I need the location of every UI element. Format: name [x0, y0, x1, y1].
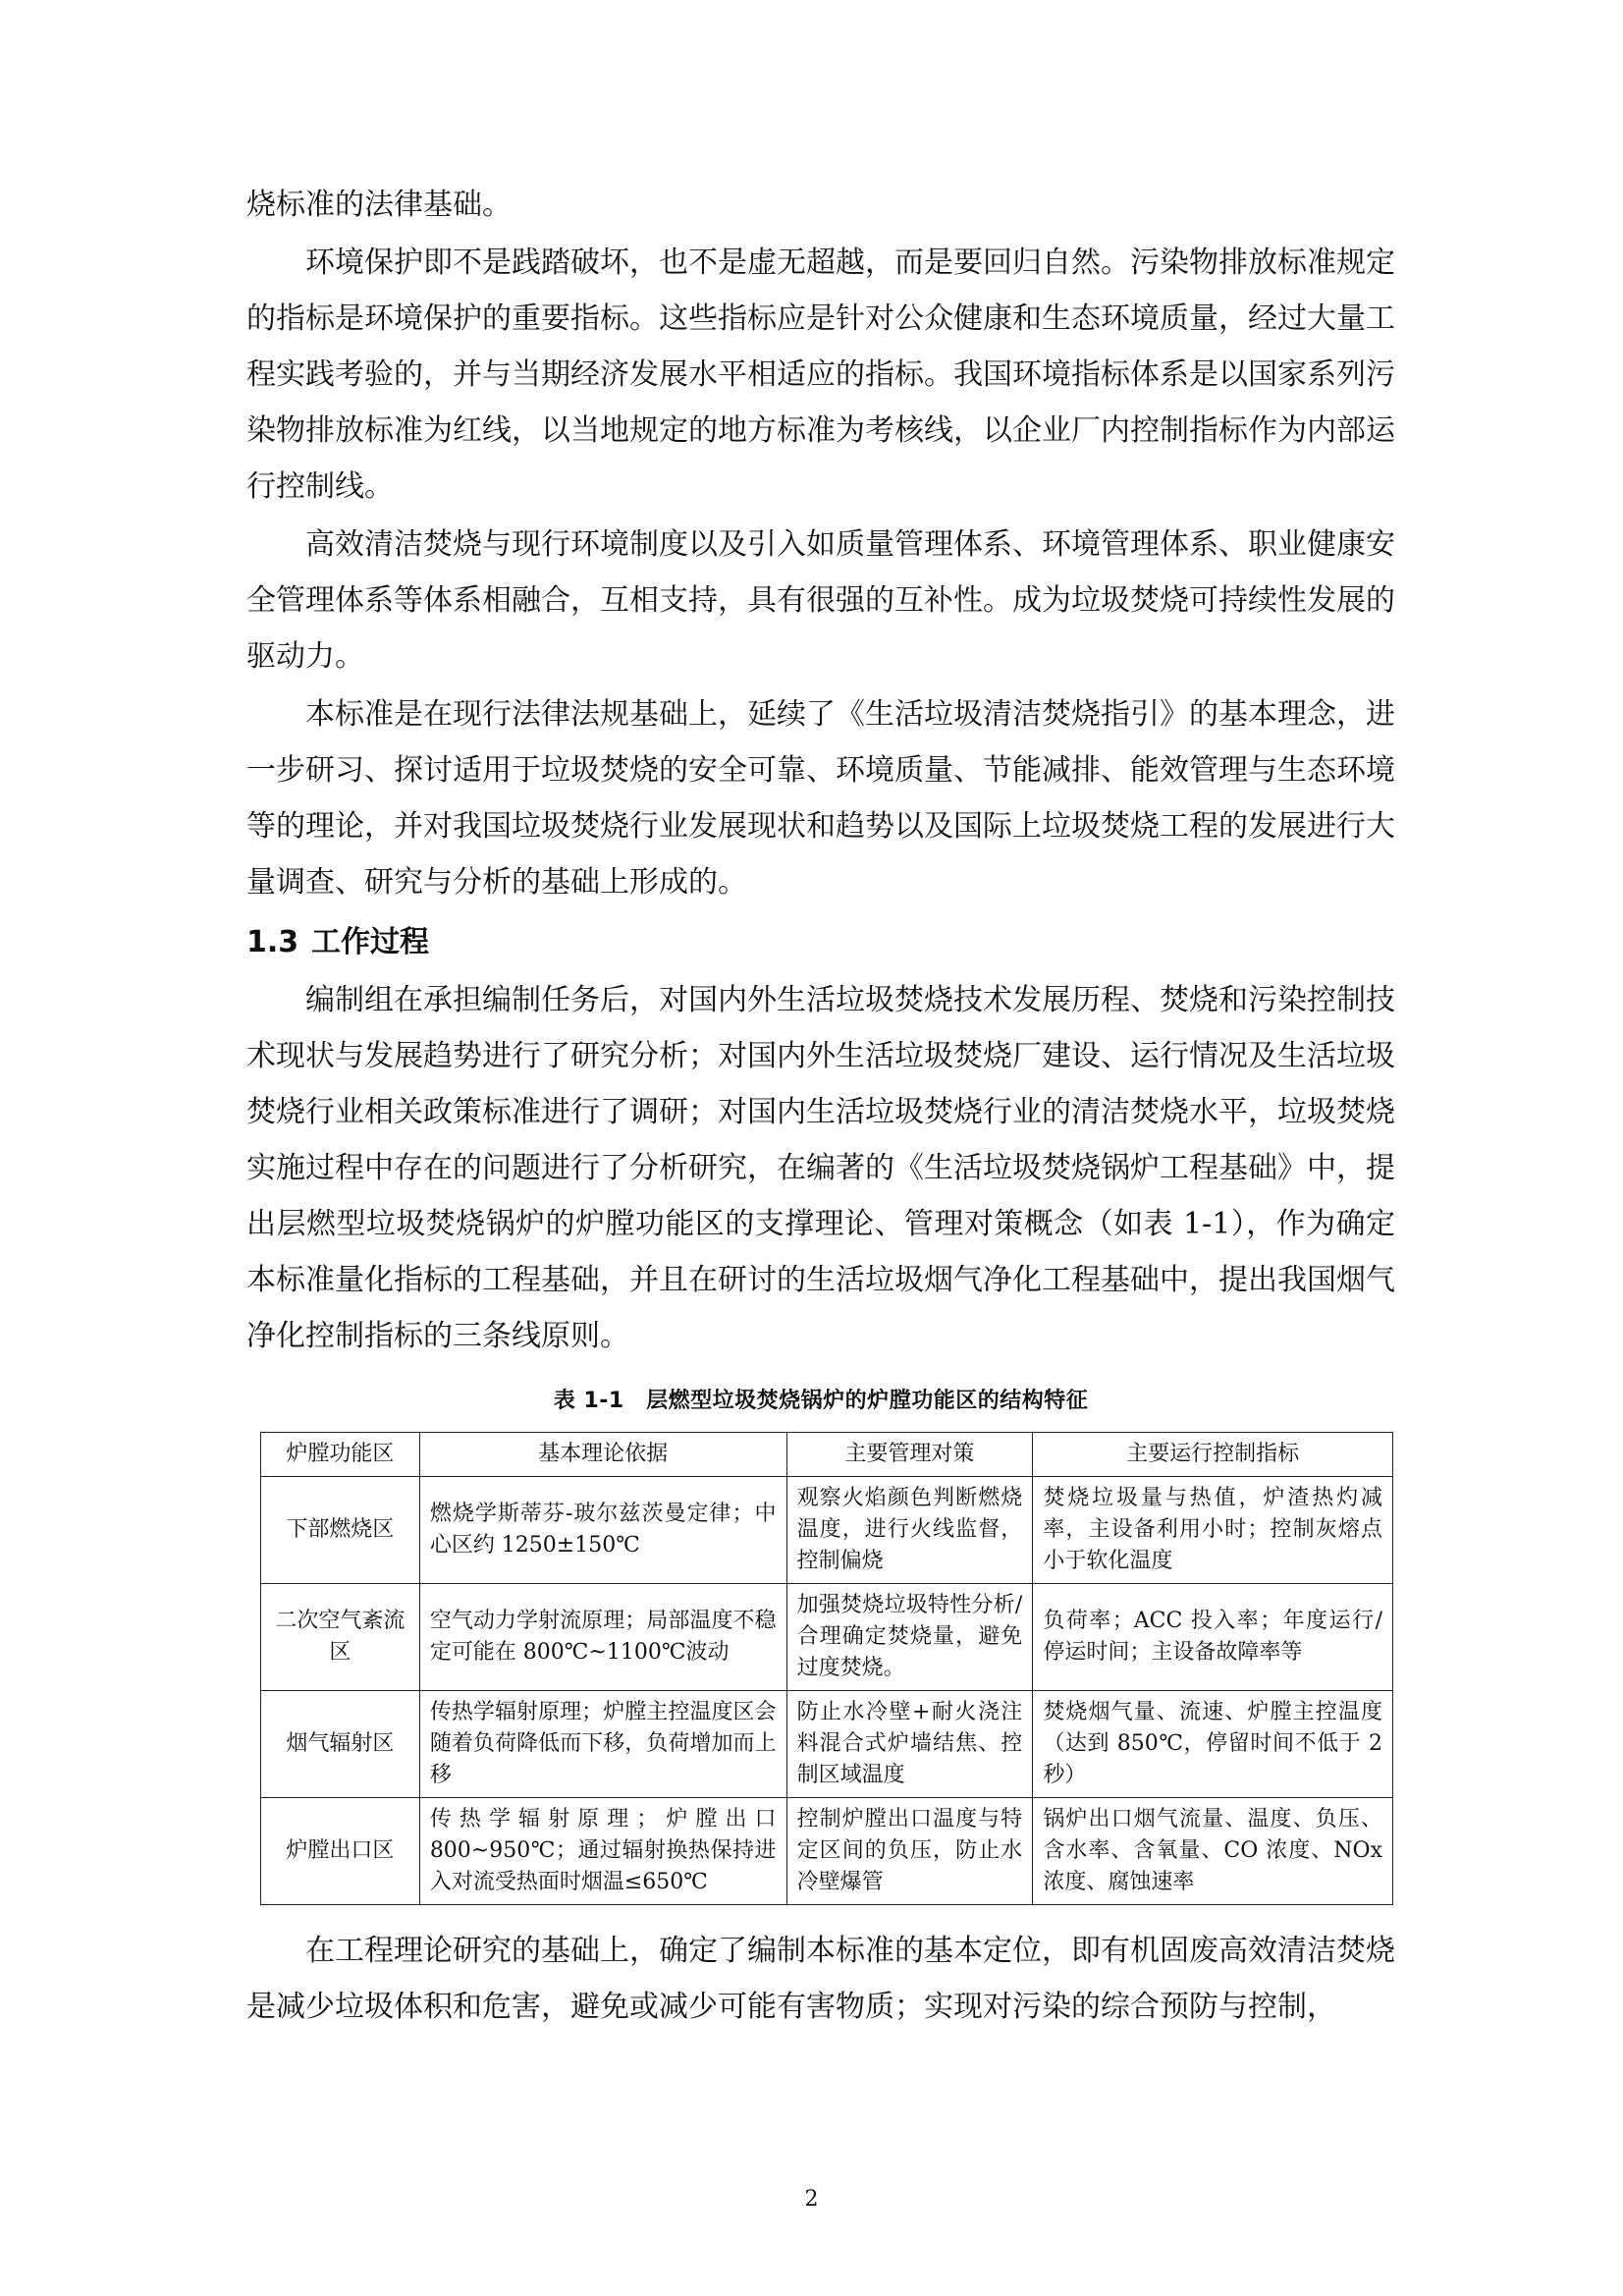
zone-cell: 炉膛出口区: [261, 1798, 420, 1905]
header-zone: 炉膛功能区: [261, 1433, 420, 1477]
table-header-row: [261, 1433, 1393, 1477]
indicators-cell: 焚烧垃圾量与热值，炉渣热灼减率，主设备利用小时；控制灰熔点小于软化温度: [1033, 1477, 1393, 1584]
table-row: [261, 1691, 1393, 1798]
theory-cell: 传热学辐射原理；炉膛出口 800~950℃；通过辐射换热保持进入对流受热面时烟温≤650℃: [419, 1798, 786, 1905]
measures-cell: 观察火焰颜色判断燃烧温度，进行火线监督，控制偏烧: [786, 1477, 1033, 1584]
section-number: 1.3: [246, 925, 299, 959]
section-heading: [246, 914, 1395, 970]
theory-cell: 传热学辐射原理；炉膛主控温度区会随着负荷降低而下移，负荷增加而上移: [419, 1691, 786, 1798]
indicators-cell: 焚烧烟气量、流速、炉膛主控温度（达到 850℃，停留时间不低于 2 秒）: [1033, 1691, 1393, 1798]
section-title: 工作过程: [311, 925, 429, 959]
table-row: [261, 1798, 1393, 1905]
indicators-cell: 负荷率；ACC 投入率；年度运行/停运时间；主设备故障率等: [1033, 1584, 1393, 1691]
header-theory: 基本理论依据: [419, 1433, 786, 1477]
paragraph-continued: 烧标准的法律基础。: [246, 188, 512, 222]
page-number: 2: [804, 2187, 819, 2212]
header-indicators: 主要运行控制指标: [1033, 1433, 1393, 1477]
paragraph-environment: 环境保护即不是践踏破坏，也不是虚无超越，而是要回归自然。污染物排放标准规定的指标是环境保护的重要指标。这些指标应是针对公众健康和生态环境质量，经过大量工程实践考验的，并与当期经济发展水平相适应的指标。我国环境指标体系是以国家系列污染物排放标准为红线，以当地规定的地方标准为考核线，以企业厂内控制指标作为内部运行控制线。: [246, 246, 1395, 504]
table-caption: 表 1-1 层燃型垃圾焚烧锅炉的炉膛功能区的结构特征: [553, 1389, 1089, 1413]
table-row: [261, 1584, 1393, 1691]
table-row: [261, 1477, 1393, 1584]
paragraph-positioning: 在工程理论研究的基础上，确定了编制本标准的基本定位，即有机固废高效清洁焚烧是减少垃圾体积和危害，避免或减少可能有害物质；实现对污染的综合预防与控制，: [246, 1934, 1395, 2024]
measures-cell: 控制炉膛出口温度与特定区间的负压，防止水冷壁爆管: [786, 1798, 1033, 1905]
indicators-cell: 锅炉出口烟气流量、温度、负压、含水率、含氧量、CO 浓度、NOx 浓度、腐蚀速率: [1033, 1798, 1393, 1905]
measures-cell: 防止水冷壁+耐火浇注料混合式炉墙结焦、控制区域温度: [786, 1691, 1033, 1798]
paragraph-standard-basis: 本标准是在现行法律法规基础上，延续了《生活垃圾清洁焚烧指引》的基本理念，进一步研习、探讨适用于垃圾焚烧的安全可靠、环境质量、节能减排、能效管理与生态环境等的理论，并对我国垃圾焚烧行业发展现状和趋势以及国际上垃圾焚烧工程的发展进行大量调查、研究与分析的基础上形成的。: [246, 697, 1395, 900]
page-body: [246, 177, 1395, 2037]
theory-cell: 空气动力学射流原理；局部温度不稳定可能在 800℃~1100℃波动: [419, 1584, 786, 1691]
zone-cell: 二次空气紊流区: [261, 1584, 420, 1691]
zone-cell: 烟气辐射区: [261, 1691, 420, 1798]
header-measures: 主要管理对策: [786, 1433, 1033, 1477]
paragraph-work-process: 编制组在承担编制任务后，对国内外生活垃圾焚烧技术发展历程、焚烧和污染控制技术现状与发展趋势进行了研究分析；对国内外生活垃圾焚烧厂建设、运行情况及生活垃圾焚烧行业相关政策标准进行了调研；对国内生活垃圾焚烧行业的清洁焚烧水平，垃圾焚烧实施过程中存在的问题进行了分析研究，在编著的《生活垃圾焚烧锅炉工程基础》中，提出层燃型垃圾焚烧锅炉的炉膛功能区的支撑理论、管理对策概念（如表 1-1），作为确定本标准量化指标的工程基础，并且在研讨的生活垃圾烟气净化工程基础中，提出我国烟气净化控制指标的三条线原则。: [246, 983, 1395, 1353]
paragraph-clean-incineration: 高效清洁焚烧与现行环境制度以及引入如质量管理体系、环境管理体系、职业健康安全管理体系等体系相融合，互相支持，具有很强的互补性。成为垃圾焚烧可持续性发展的驱动力。: [246, 527, 1395, 674]
furnace-zone-table: [260, 1432, 1393, 1905]
zone-cell: 下部燃烧区: [261, 1477, 420, 1584]
theory-cell: 燃烧学斯蒂芬-玻尔兹茨曼定律；中心区约 1250±150℃: [419, 1477, 786, 1584]
measures-cell: 加强焚烧垃圾特性分析/合理确定焚烧量，避免过度焚烧。: [786, 1584, 1033, 1691]
